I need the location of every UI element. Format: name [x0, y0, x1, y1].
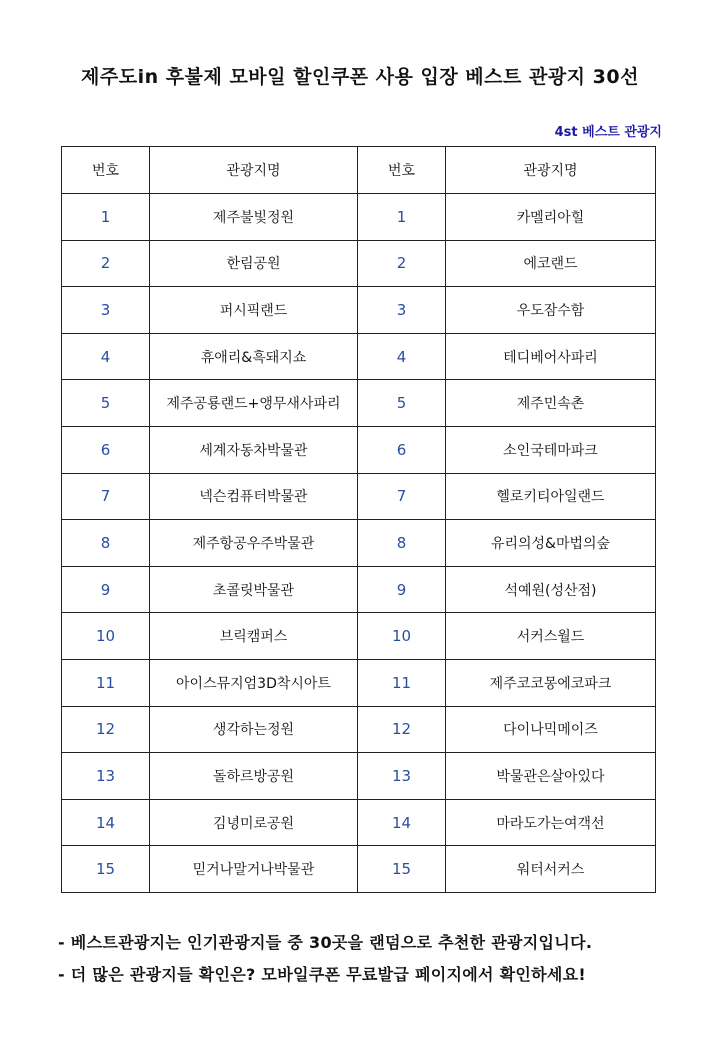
row-number-right: 8: [358, 520, 446, 567]
attraction-name-left: 제주항공우주박물관: [150, 520, 358, 567]
attraction-name-left: 넥슨컴퓨터박물관: [150, 473, 358, 520]
attraction-name-right: 박물관은살아있다: [446, 753, 656, 800]
row-number-right: 15: [358, 846, 446, 893]
row-number-right: 7: [358, 473, 446, 520]
page-title: 제주도in 후불제 모바일 할인쿠폰 사용 입장 베스트 관광지 30선: [81, 66, 639, 88]
attraction-name-right: 헬로키티아일랜드: [446, 473, 656, 520]
table-row: [62, 566, 656, 613]
attraction-name-left: 초콜릿박물관: [150, 566, 358, 613]
attraction-name-right: 에코랜드: [446, 240, 656, 287]
header-name-left: 관광지명: [150, 147, 358, 194]
table-row: [62, 473, 656, 520]
footnote-more-info: - 더 많은 관광지들 확인은? 모바일쿠폰 무료발급 페이지에서 확인하세요!: [58, 965, 587, 984]
attraction-name-left: 제주불빛정원: [150, 194, 358, 241]
row-number-left: 6: [62, 426, 150, 473]
header-name-right: 관광지명: [446, 147, 656, 194]
row-number-right: 2: [358, 240, 446, 287]
attraction-name-right: 우도잠수함: [446, 287, 656, 334]
attraction-name-right: 다이나믹메이즈: [446, 706, 656, 753]
row-number-right: 13: [358, 753, 446, 800]
row-number-right: 10: [358, 613, 446, 660]
attraction-name-right: 석예원(성산점): [446, 566, 656, 613]
row-number-left: 3: [62, 287, 150, 334]
attraction-name-left: 믿거나말거나박물관: [150, 846, 358, 893]
attraction-name-right: 제주민속촌: [446, 380, 656, 427]
attraction-name-left: 세계자동차박물관: [150, 426, 358, 473]
row-number-right: 11: [358, 659, 446, 706]
row-number-left: 14: [62, 799, 150, 846]
attraction-name-left: 김녕미로공원: [150, 799, 358, 846]
attraction-name-left: 브릭캠퍼스: [150, 613, 358, 660]
attraction-name-right: 서커스월드: [446, 613, 656, 660]
header-number-left: 번호: [62, 147, 150, 194]
row-number-left: 1: [62, 194, 150, 241]
table-row: [62, 333, 656, 380]
row-number-left: 7: [62, 473, 150, 520]
section-subtitle: 4st 베스트 관광지: [554, 125, 662, 140]
attraction-name-right: 테디베어사파리: [446, 333, 656, 380]
table-row: [62, 846, 656, 893]
row-number-right: 14: [358, 799, 446, 846]
row-number-right: 1: [358, 194, 446, 241]
table-row: [62, 380, 656, 427]
attraction-name-right: 워터서커스: [446, 846, 656, 893]
row-number-left: 13: [62, 753, 150, 800]
table-row: [62, 659, 656, 706]
attraction-name-left: 제주공룡랜드+앵무새사파리: [150, 380, 358, 427]
row-number-left: 4: [62, 333, 150, 380]
header-number-right: 번호: [358, 147, 446, 194]
row-number-left: 10: [62, 613, 150, 660]
attraction-name-left: 퍼시픽랜드: [150, 287, 358, 334]
table-row: [62, 799, 656, 846]
table-row: [62, 520, 656, 567]
attraction-name-left: 돌하르방공원: [150, 753, 358, 800]
attraction-name-right: 유리의성&마법의숲: [446, 520, 656, 567]
row-number-left: 9: [62, 566, 150, 613]
attraction-name-right: 제주코코몽에코파크: [446, 659, 656, 706]
footnote-random-picks: - 베스트관광지는 인기관광지들 중 30곳을 랜덤으로 추천한 관광지입니다.: [58, 933, 593, 952]
table-row: [62, 194, 656, 241]
row-number-left: 11: [62, 659, 150, 706]
row-number-left: 12: [62, 706, 150, 753]
row-number-right: 12: [358, 706, 446, 753]
row-number-right: 4: [358, 333, 446, 380]
table-header-row: [62, 147, 656, 194]
attraction-name-left: 한림공원: [150, 240, 358, 287]
attraction-name-right: 소인국테마파크: [446, 426, 656, 473]
attraction-name-left: 휴애리&흑돼지쇼: [150, 333, 358, 380]
table-row: [62, 287, 656, 334]
row-number-right: 9: [358, 566, 446, 613]
row-number-left: 8: [62, 520, 150, 567]
table-row: [62, 426, 656, 473]
attraction-name-left: 생각하는정원: [150, 706, 358, 753]
row-number-left: 2: [62, 240, 150, 287]
table-row: [62, 240, 656, 287]
row-number-left: 5: [62, 380, 150, 427]
row-number-left: 15: [62, 846, 150, 893]
table-row: [62, 613, 656, 660]
attraction-name-right: 마라도가는여객선: [446, 799, 656, 846]
attraction-name-left: 아이스뮤지엄3D착시아트: [150, 659, 358, 706]
attractions-table: [61, 146, 656, 893]
row-number-right: 3: [358, 287, 446, 334]
table-row: [62, 706, 656, 753]
attraction-name-right: 카멜리아힐: [446, 194, 656, 241]
row-number-right: 6: [358, 426, 446, 473]
table-row: [62, 753, 656, 800]
row-number-right: 5: [358, 380, 446, 427]
